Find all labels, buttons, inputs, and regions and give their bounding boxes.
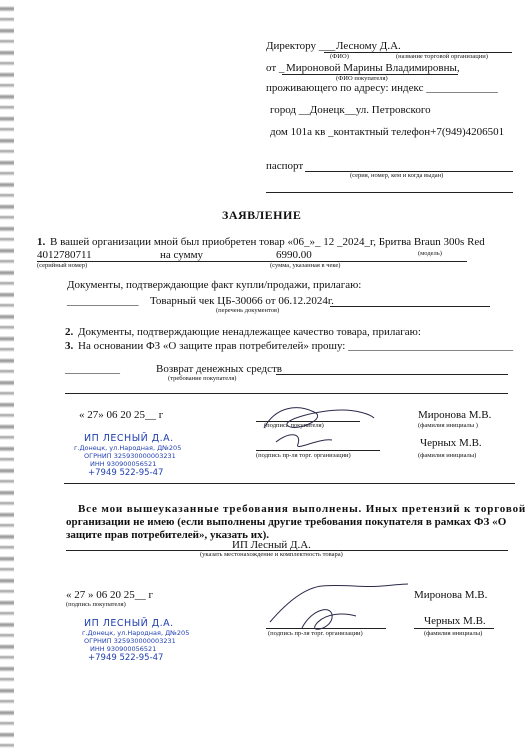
passport-caption: (серия, номер, кем и когда выдан) — [350, 172, 444, 179]
item3-underline-2 — [65, 393, 508, 394]
passport-label: паспорт — [266, 160, 304, 172]
stamp2-address: г.Донецк, ул.Народная, Д№205 — [82, 629, 190, 637]
applicant-fio-caption: (ФИО покупателя) — [336, 75, 388, 82]
item1-text: В вашей организации мной был приобретен товар «06_»_ 12 _2024_г, Бритва Braun 300s Red — [50, 236, 485, 248]
seller-stamp-2 — [84, 618, 189, 663]
fio-caption: (ФИО) — [330, 53, 349, 60]
passport-underline-2 — [266, 192, 513, 193]
sign2-org-name: Черных М.В. — [424, 615, 486, 627]
sum-caption: (сумма, указанная в чеке) — [270, 262, 341, 269]
stamp1-ogrnip: ОГРНИП 325930000003231 — [84, 452, 176, 460]
final-org-caption: (указать местонахождение и комплектность товара) — [200, 551, 343, 558]
document-title: ЗАЯВЛЕНИЕ — [222, 208, 302, 222]
sign1-org-name-caption: (фамилия инициалы) — [418, 452, 477, 459]
final-org: ИП Лесный Д.А. — [232, 539, 311, 551]
receipt-caption: (перечень документов) — [216, 307, 280, 314]
house-line: дом 101а кв _контактный телефон+7(949)4206501 — [270, 126, 505, 138]
stamp2-name: ИП ЛЕСНЫЙ Д.А. — [84, 618, 174, 629]
serial-caption: (серийный номер) — [37, 262, 88, 269]
signature-buyer-2 — [262, 578, 412, 640]
city-line: город __Донецк__ул. Петровского — [270, 104, 431, 116]
address-line: проживающего по адресу: индекс _____________ — [266, 82, 498, 94]
model-caption: (модель) — [418, 250, 442, 257]
item3-number: 3. — [65, 340, 74, 352]
receipt-text: Товарный чек ЦБ-30066 от 06.12.2024г. — [150, 295, 334, 307]
stamp1-name: ИП ЛЕСНЫЙ Д.А. — [84, 433, 174, 444]
item3-text: На основании ФЗ «О защите прав потребителей» прошу: ______________________________ — [78, 340, 514, 352]
item1-number: 1. — [37, 236, 46, 248]
demand-caption: (требование покупателя) — [168, 375, 237, 382]
stamp2-inn: ИНН 930900056521 — [90, 645, 157, 653]
demand-underline — [276, 374, 508, 375]
sign2-org-name-caption: (фамилия инициалы) — [424, 630, 483, 637]
item2-text: Документы, подтверждающие ненадлежащее качество товара, прилагаю: — [78, 326, 421, 338]
sign1-buyer-name: Миронова М.В. — [418, 409, 492, 421]
scan-edge-artifact — [0, 0, 14, 750]
section-divider — [64, 483, 515, 484]
stamp2-ogrnip: ОГРНИП 325930000003231 — [84, 637, 176, 645]
director-prefix: Директору ___ — [266, 40, 336, 52]
final-text-line2: организации не имею (если выполнены другие требования покупателя в рамках ФЗ «О — [66, 516, 507, 528]
sum-label: на сумму — [160, 249, 204, 261]
org-caption: (название торговой организации) — [396, 53, 488, 60]
sign2-date: « 27 » 06 20 25__ г — [66, 589, 154, 601]
sum-value: 6990.00 — [276, 249, 312, 261]
sign1-org-caption: (подпись пр-ля торг. организации) — [256, 452, 351, 459]
sign1-date: « 27» 06 20 25__ г — [79, 409, 164, 421]
stamp1-address: г.Донецк, ул.Народная, Д№205 — [74, 444, 182, 452]
director-name: Лесному Д.А. — [336, 40, 401, 52]
final-text-line1: Все мои вышеуказанные требования выполнены. Иных претензий к торговой — [78, 503, 527, 515]
sign2-org-name-underline — [414, 628, 494, 629]
serial-number: 4012780711 — [37, 249, 92, 261]
sign1-buyer-caption: (фамилия инициалы ) — [418, 422, 478, 429]
sign2-org-caption: (подпись пр-ля торг. организации) — [268, 630, 363, 637]
docs-line: Документы, подтверждающие факт купли/продажи, прилагаю: — [67, 279, 362, 291]
item2-number: 2. — [65, 326, 74, 338]
stamp1-phone: +7949 522-95-47 — [88, 468, 164, 478]
receipt-blank: _____________ — [67, 295, 139, 307]
seller-stamp-1 — [74, 433, 182, 478]
from-prefix: от _ — [266, 62, 285, 74]
sign1-org-name: Черных М.В. — [420, 437, 482, 449]
receipt-underline — [330, 306, 490, 307]
sign2-buyer-name: Миронова М.В. — [414, 589, 488, 601]
stamp2-phone: +7949 522-95-47 — [88, 653, 164, 663]
signature-buyer-1 — [258, 398, 378, 458]
sign1-caption: (подпись покупателя) — [264, 422, 324, 429]
sign2-caption: (подпись покупателя) — [66, 601, 126, 608]
item1-underline — [37, 261, 467, 262]
applicant-name: Мироновой Марины Владимировны, — [286, 62, 460, 74]
item3-blank: __________ — [65, 363, 120, 375]
stamp1-inn: ИНН 930900056521 — [90, 460, 157, 468]
final-text-line3: защите прав потребителей», указать их). — [66, 529, 270, 541]
demand-text: Возврат денежных средств — [156, 363, 283, 375]
